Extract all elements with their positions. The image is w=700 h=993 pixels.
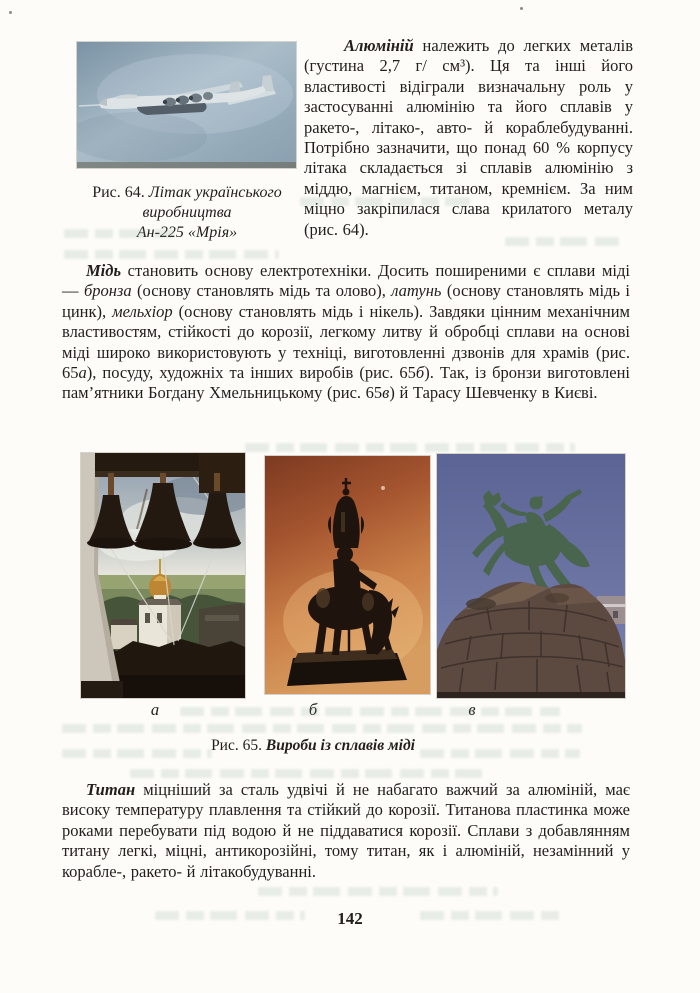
scan-speck: [9, 11, 12, 14]
page-number: 142: [337, 909, 363, 928]
bleed-through-text: [258, 887, 498, 896]
figure-65-photo-a: [81, 453, 245, 698]
figure-64-caption: [37, 183, 337, 243]
paragraph-titanium: Титан міцніший за сталь удвічі й не набагато важчий за алюміній, має високу температуру плавлення та стійкий до корозії. Титанова пластинка може роками перебувати під водою й не піддаватися корозії. Сплави з добавлянням титану легкі, міцні, антикорозійні, тому титан, як і алюміній, незамінний у корабле-, ракето- й літакобудуванні.: [62, 780, 630, 881]
bleed-through-text: [245, 443, 575, 452]
bronze-statuette-photo: [265, 456, 430, 694]
figure-64: [77, 42, 296, 168]
bleed-through-text: [64, 250, 279, 259]
paragraph-copper: Мідь становить основу електротехніки. Досить поширеними є сплави міді — бронза (основу становлять мідь та олово), латунь (основу становлять мідь і цинк), мельхіор (основу становлять мідь і нікель). Завдяки цінним механічним властивостям, стійкості до корозії, легкому литву й обробці сплави на основі міді широко використовують у техніці, виготовленні дзвонів для храмів (рис. 65а), посуду, художніх та інших виробів (рис. 65б). Так, із бронзи виготовлені пам’ятники Богдану Хмельницькому (рис. 65в) й Тарасу Шевченку в Києві.: [62, 261, 631, 403]
figure-64-caption-label: Рис. 64.: [92, 184, 149, 201]
paragraph-aluminium: Алюміній належить до легких металів (густина 2,7 г/ см³). Ця та інші його властивості відіграли визначальну роль у застосуванні алюмінію та його сплавів у ракето-, літако-, авто- й кораблебудуванні. Потрібно зазначити, що понад 60 % корпусу літака складається зі сплавів алюмінію з міддю, магнієм, титаном, кремнієм. За ним міцно закріпилася слава крилатого металу (рис. 64).: [304, 36, 633, 239]
figure-65-photo-b: [265, 456, 430, 694]
an225-airplane-photo: [77, 42, 296, 168]
figure-65-caption-title: Вироби із сплавів міді: [265, 737, 415, 754]
figure-65-caption: [62, 736, 564, 755]
photo-label-a: а: [150, 700, 160, 719]
figure-65-photo-c: [437, 454, 625, 698]
figure-64-caption-line1: Літак українського: [148, 184, 282, 201]
scan-speck: [520, 7, 523, 10]
figure-64-caption-line2: виробництва: [142, 204, 232, 221]
church-bells-photo: [81, 453, 245, 698]
figure-65-caption-label: Рис. 65.: [211, 737, 266, 754]
bleed-through-text: [62, 724, 582, 733]
figure-64-caption-line3: Ан-225 «Мрія»: [136, 224, 238, 241]
khmelnytsky-monument-photo: [437, 454, 625, 698]
photo-label-b: б: [308, 700, 318, 719]
bleed-through-text: [130, 769, 490, 778]
photo-label-c: в: [468, 700, 476, 719]
